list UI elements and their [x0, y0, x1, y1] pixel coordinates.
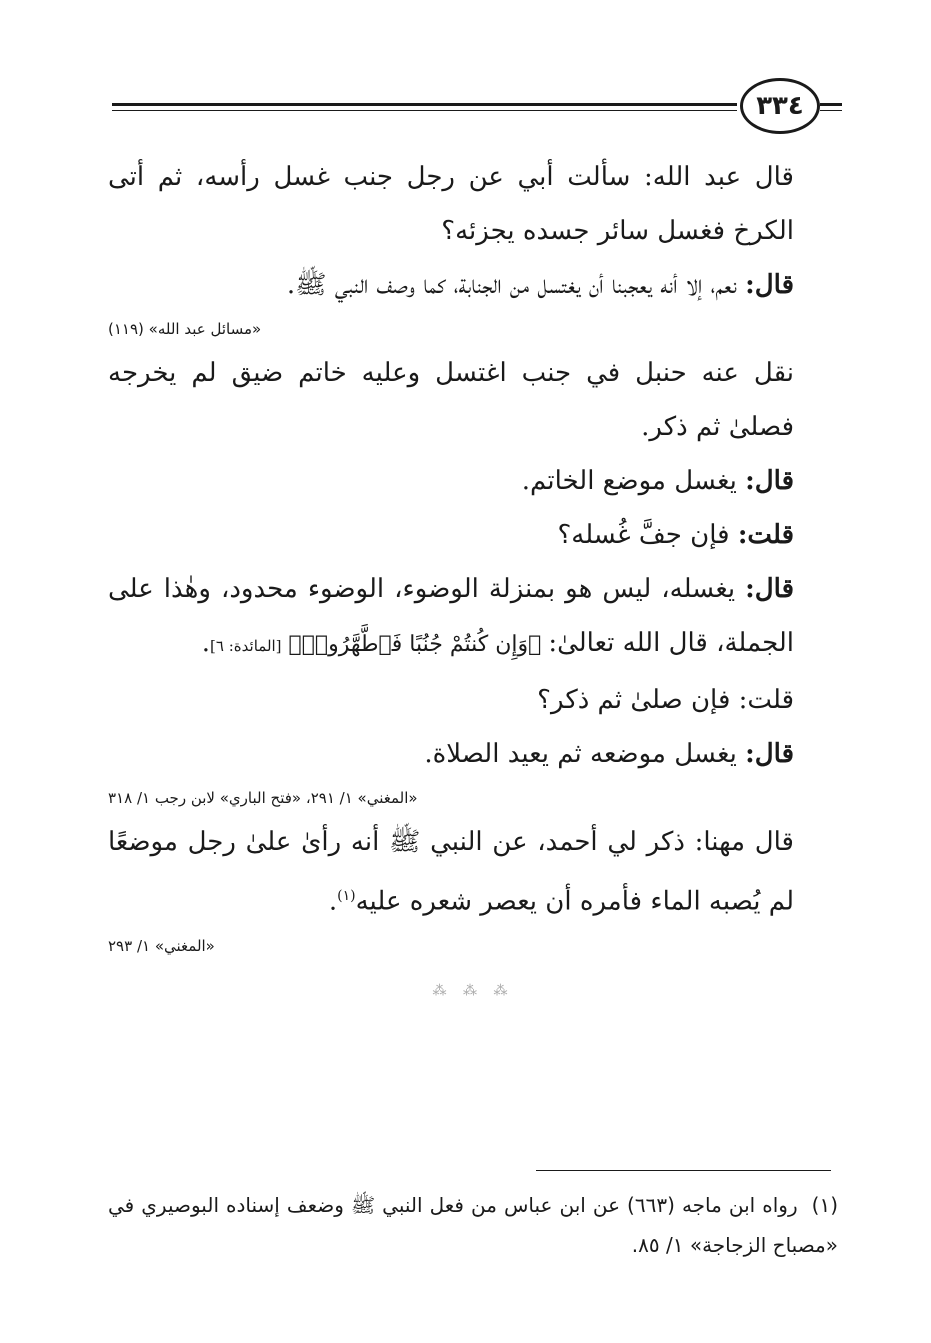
paragraph: [108, 727, 838, 781]
source-citation: [108, 929, 838, 963]
footnote-divider: [536, 1170, 831, 1171]
page-header: [112, 78, 842, 138]
paragraph-text: قال عبد الله: سألت أبي عن رجل جنب غسل رأسه، ثم أتى الكرخ فغسل سائر جسده يجزئه؟: [108, 162, 794, 246]
source-text: «المغني» ١/ ٢٩١، «فتح الباري» لابن رجب ١/ ٣١٨: [108, 789, 418, 807]
page-body: [108, 150, 838, 1019]
header-rule-right-thick: [820, 103, 842, 106]
speaker-label: قلت:: [737, 520, 794, 550]
quran-verse: ﴿وَإِن كُنتُمْ جُنُبًا فَٱطَّهَّرُوا۟﴾: [281, 632, 549, 657]
paragraph-text: .: [328, 886, 338, 917]
paragraph: [108, 815, 838, 929]
paragraph-text: فإن جفَّ غُسله؟: [557, 520, 738, 550]
header-rule-thin: [112, 110, 737, 111]
paragraph-text: قال مهنا: ذكر لي أحمد، عن النبي ﷺ أنه رأىٰ علىٰ رجل موضعًا لم يُصبه الماء فأمره أن يعصر شعره عليه: [108, 827, 794, 917]
paragraph: [108, 562, 838, 673]
speaker-label: قال:: [745, 574, 794, 604]
paragraph: [108, 258, 838, 312]
header-rule-thick: [112, 103, 737, 106]
paragraph: [108, 150, 838, 258]
page-number: ٣٣٤: [740, 78, 820, 134]
paragraph-text: نقل عنه حنبل في جنب اغتسل وعليه خاتم ضيق لم يخرجه فصلىٰ ثم ذكر.: [108, 358, 794, 442]
footnote-number: (١): [811, 1193, 839, 1217]
footnote: [108, 1185, 838, 1265]
paragraph: [108, 346, 838, 454]
source-text: «مسائل عبد الله» (١١٩): [108, 320, 262, 338]
source-text: «المغني» ١/ ٢٩٣: [108, 936, 215, 955]
quran-reference: [المائدة: ٦]: [210, 637, 282, 655]
paragraph-text: قلت: فإن صلىٰ ثم ذكر؟: [537, 685, 794, 715]
paragraph-text: يغسل موضعه ثم يعيد الصلاة.: [424, 739, 746, 769]
paragraph-text: يغسل موضع الخاتم.: [521, 466, 746, 496]
speaker-label: قال:: [745, 739, 794, 769]
paragraph-text: يغسله، ليس هو بمنزلة الوضوء، الوضوء محدود، وهٰذا على الجملة، قال الله تعالىٰ:: [108, 574, 794, 658]
footnote-text: رواه ابن ماجه (٦٦٣) عن ابن عباس من فعل النبي ﷺ وضعف إسناده البوصيري في «مصباح الزجاجة» ١/ ٨٥.: [108, 1193, 838, 1257]
paragraph: [108, 454, 838, 508]
paragraph: [108, 508, 838, 562]
section-separator: ⁂ ⁂ ⁂: [432, 982, 514, 999]
speaker-label: قال:: [745, 270, 794, 300]
source-citation: [108, 781, 838, 815]
paragraph: [108, 673, 838, 727]
source-citation: [108, 312, 838, 346]
speaker-label: قال:: [745, 466, 794, 496]
header-rule-right-thin: [820, 110, 842, 111]
paragraph-text: .: [201, 628, 211, 658]
paragraph-text: نعم، إلا أنه يعجبنا أن يغتسل من الجنابة، كما وصف النبي ﷺ.: [286, 270, 746, 300]
footnote-marker: (١): [337, 888, 356, 904]
